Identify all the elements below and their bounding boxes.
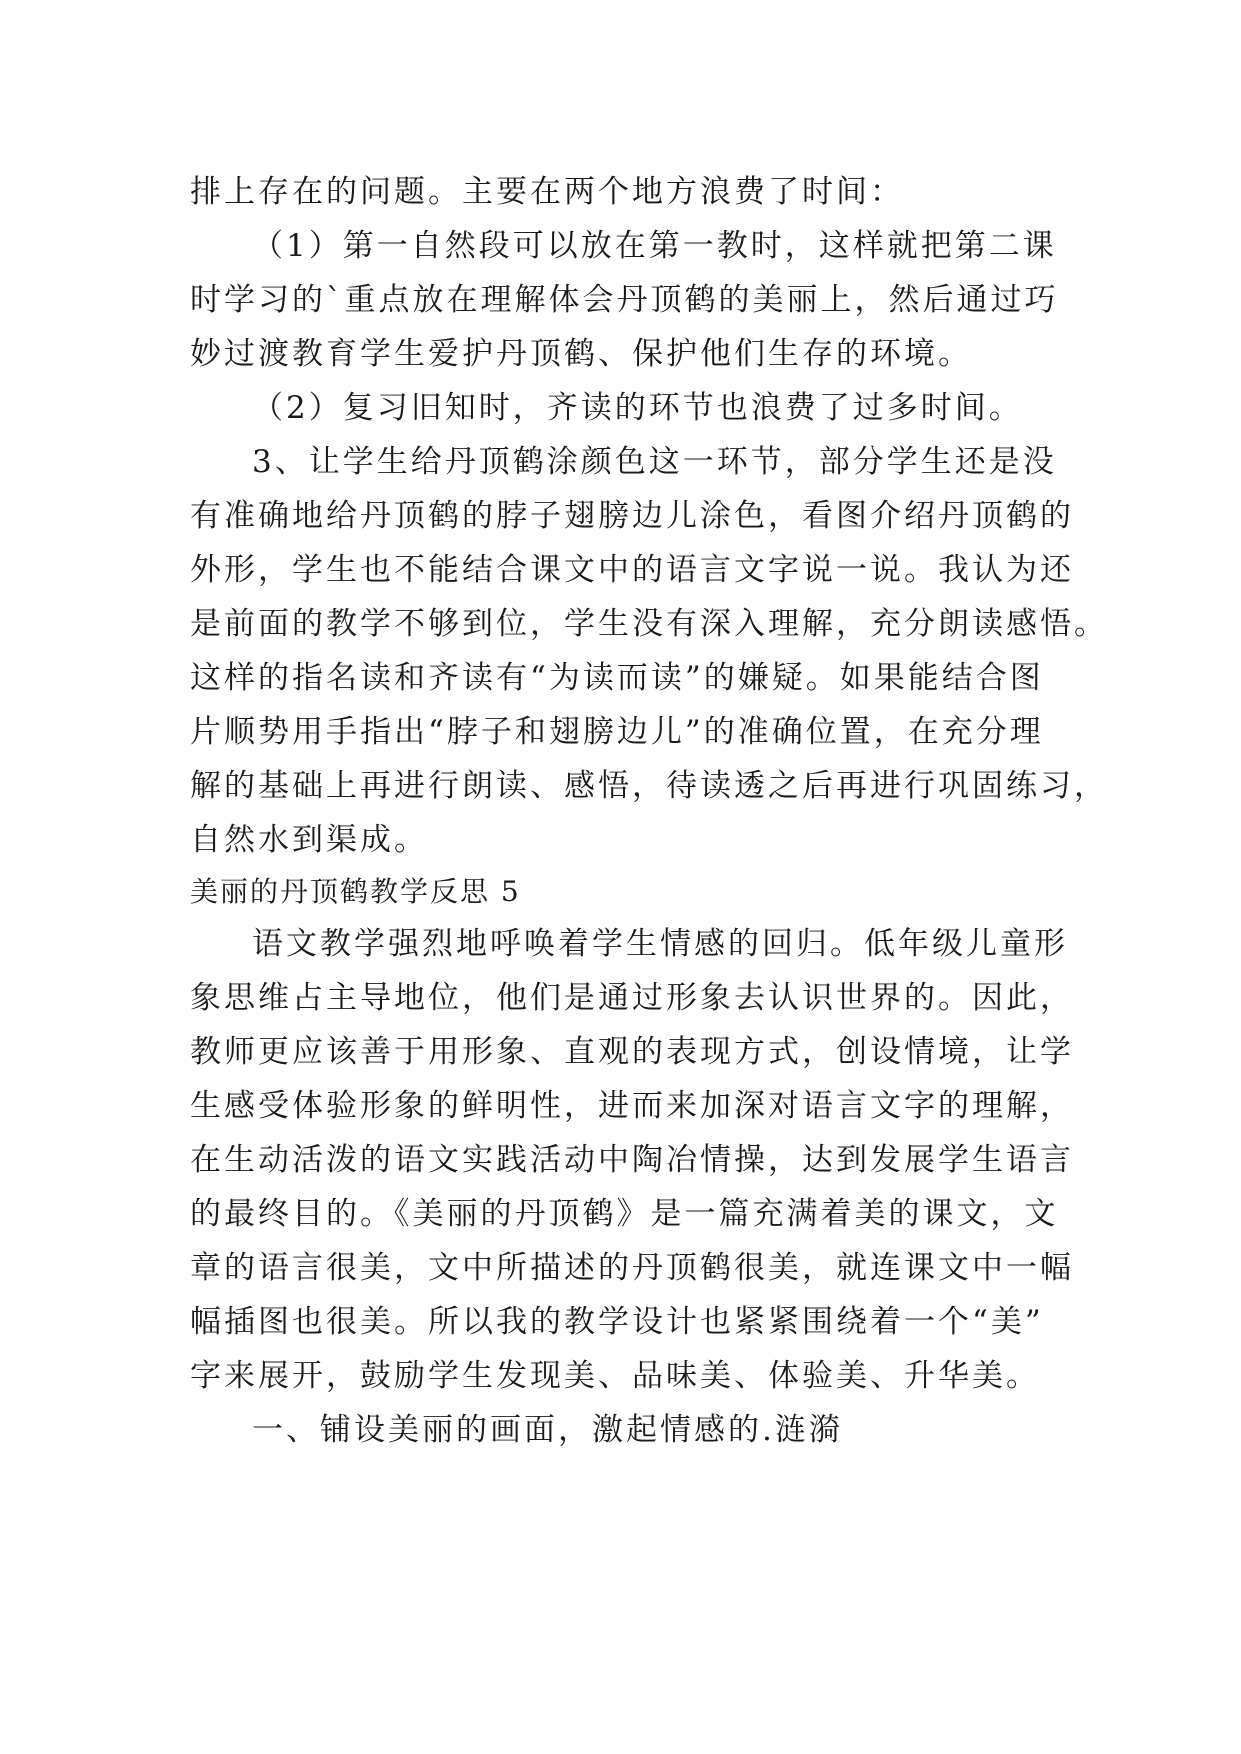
- text-line: 时学习的`重点放在理解体会丹顶鹤的美丽上，然后通过巧: [190, 282, 1059, 318]
- section-heading: 美丽的丹顶鹤教学反思 5: [190, 875, 521, 908]
- text-line: 象思维占主导地位，他们是通过形象去认识世界的。因此，: [190, 980, 1074, 1016]
- text-line: 教师更应该善于用形象、直观的表现方式，创设情境，让学: [190, 1034, 1074, 1070]
- text-line: 章的语言很美，文中所描述的丹顶鹤很美，就连课文中一幅: [190, 1250, 1074, 1286]
- text-line: 在生动活泼的语文实践活动中陶冶情操，达到发展学生语言: [190, 1142, 1074, 1178]
- text-line: 片顺势用手指出“脖子和翅膀边儿”的准确位置，在充分理: [190, 714, 1044, 750]
- text-line: 解的基础上再进行朗读、感悟，待读透之后再进行巩固练习，: [190, 768, 1108, 804]
- text-line: 这样的指名读和齐读有“为读而读”的嫌疑。如果能结合图: [190, 660, 1044, 696]
- text-line: 3、让学生给丹顶鹤涂颜色这一环节，部分学生还是没: [252, 444, 1057, 480]
- text-line: 生感受体验形象的鲜明性，进而来加深对语言文字的理解，: [190, 1088, 1074, 1124]
- text-line: 一、铺设美丽的画面，激起情感的.涟漪: [252, 1412, 843, 1448]
- text-line: 是前面的教学不够到位，学生没有深入理解，充分朗读感悟。: [190, 606, 1108, 642]
- text-line: 的最终目的。《美丽的丹顶鹤》是一篇充满着美的课文，文: [190, 1196, 1059, 1232]
- text-line: 排上存在的问题。主要在两个地方浪费了时间：: [190, 174, 904, 210]
- text-line: 语文教学强烈地呼唤着学生情感的回归。低年级儿童形: [252, 926, 1068, 962]
- text-line: 妙过渡教育学生爱护丹顶鹤、保护他们生存的环境。: [190, 336, 972, 372]
- text-line: 有准确地给丹顶鹤的脖子翅膀边儿涂色，看图介绍丹顶鹤的: [190, 498, 1074, 534]
- text-line: 字来展开，鼓励学生发现美、品味美、体验美、升华美。: [190, 1358, 1040, 1394]
- text-line: 幅插图也很美。所以我的教学设计也紧紧围绕着一个“美”: [190, 1304, 1044, 1340]
- text-line: （2）复习旧知时，齐读的环节也浪费了过多时间。: [252, 390, 1023, 426]
- text-line: （1）第一自然段可以放在第一教时，这样就把第二课: [252, 228, 1057, 264]
- text-line: 自然水到渠成。: [190, 822, 428, 858]
- text-line: 外形，学生也不能结合课文中的语言文字说一说。我认为还: [190, 552, 1074, 588]
